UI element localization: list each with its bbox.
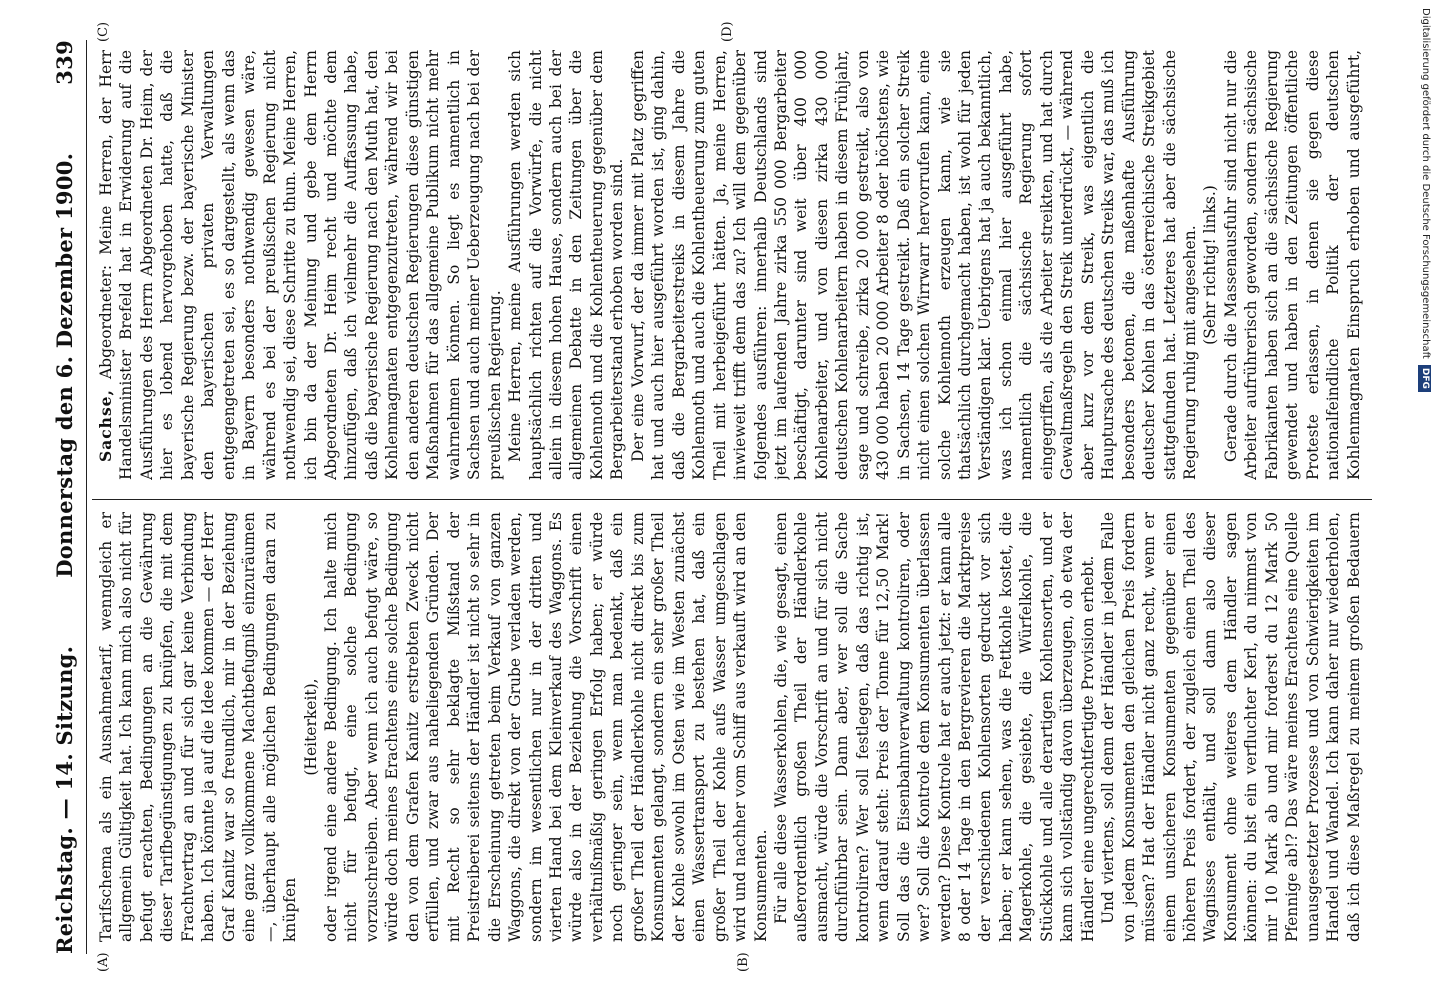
stage-direction: (Heiterkeit), <box>301 678 320 776</box>
dfg-logo: DFG <box>1419 365 1432 392</box>
paragraph: Und viertens, soll denn der Händler in jedem Falle von jedem Konsumenten den gleichen Preis fordern müssen? Hat der Händler nicht ganz recht, wenn er einem unsicheren Konsumenten gegenüber einen höheren Preis fordert, der zugleich einen Theil des Wagnisses enthält, und soll dann also dieser Konsument ohne weiteres dem Händler sagen können: du bist ein verfluchter Kerl, du nimmst von mir 10 Mark ab und mir forderst du 12 Mark 50 Pfennige ab!? Das wäre meines Erachtens eine Quelle unausgesetzter Prozesse und von Schwierigkeiten im Handel und Wandel. Ich kann daher nur wiederholen, daß ich diese Maßregel zu meinem großen Bedauern <box>1099 512 1363 942</box>
margin-marker-b: (B) <box>736 952 751 972</box>
credit-text: Digitalisierung gefördert durch die Deutsche Forschungsgemeinschaft <box>1420 8 1431 359</box>
paragraph: Der eine Vorwurf, der da immer mit Platz gegriffen hat und auch hier ausgeführt worden ist, ging dahin, daß die Bergarbeiterstreiks in diesem Jahre die Kohlennoth und auch die Kohlentheuerung zum guten Theil mit herbeigeführt hätten. Ja, meine Herren, inwieweit trifft denn das zu? Ich will dem gegenüber folgendes ausführen: innerhalb Deutschlands sind jetzt im laufenden Jahre zirka 550 000 Bergarbeiter beschäftigt, darunter sind weit über 400 000 Kohlenarbeiter, und von diesen zirka 430 000 deutschen Kohlenarbeitern haben in diesem Frühjahr, sage und schreibe, zirka 20 000 gestreikt, also von 430 000 haben 20 000 Arbeiter 8 oder höchstens, wie in Sachsen, 14 Tage gestreikt. Daß ein solcher Streik nicht einen solchen Wirrwarr hervorrufen kann, eine solche Kohlennoth erzeugen kann, wie sie thatsächlich durchgemacht haben, ist wohl für jeden Verständigen klar. Uebrigens hat ja auch bekanntlich, was ich schon einmal hier ausgeführt habe, namentlich die sächsische Regierung sofort eingegriffen, als die Arbeiter streikten, und hat durch Gewaltmaßregeln den Streik unterdrückt, — während aber kurz vor dem Streik, was eigentlich die Hauptursache des deutschen Streiks war, das muß ich besonders betonen, die maßenhafte Ausführung deutscher Kohlen in das österreichische Streikgebiet stattgefunden hat. Letzteres hat aber die sächsische Regierung ruhig mit angesehen. <box>628 50 1200 480</box>
speaker-role: Abgeordneter: <box>97 264 115 380</box>
paragraph: oder irgend eine andere Bedingung. Ich halte mich nicht für befugt, eine solche Bedingung vorzuschreiben. Aber wenn ich auch befugt wäre, so würde doch meines Erachtens eine solche Bedingung den von dem Grafen Kanitz erstrebten Zweck nicht erfüllen, und zwar aus naheliegenden Gründen. Der mit Recht so sehr beklagte Mißstand der Preistreiberei seitens der Händler ist nicht so sehr in die Erscheinung getreten beim Verkauf von ganzen Waggons, die direkt von der Grube verladen werden, sondern im wesentlichen nur in der dritten und vierten Hand bei dem Kleinverkauf des Waggons. Es würde also in der Beziehung die Vorschrift einen verhältnißmäßig geringen Erfolg haben; er würde noch geringer sein, wenn man bedenkt, daß ein großer Theil der Händlerkohle nicht direkt bis zum Konsumenten gelangt, sondern ein sehr großer Theil der Kohle sowohl im Osten wie im Westen zunächst einen Wassertransport zu bestehen hat, daß ein großer Theil der Kohle aufs Wasser umgeschlagen wird und nachher vom Schiff aus verkauft wird an den Konsumenten. <box>321 512 770 942</box>
column-divider <box>92 499 1372 500</box>
speech-opening <box>96 50 505 480</box>
header-session: Reichstag. — 14. Sitzung. <box>51 645 77 954</box>
page-number: 339 <box>51 40 77 85</box>
speech-text: Meine Herren, der Herr Handelsminister Brefeld hat in Erwiderung auf die Ausführungen des Herrn Abgeordneten Dr. Heim, der hier es lobend hervorgehoben hatte, daß die bayerische Regierung bezw. der bayerische Minister den bayerischen privaten Verwaltungen entgegengetreten sei, es so dargestellt, als wenn das in Bayern besonders nothwendig gewesen wäre, während es bei der preußischen Regierung nicht nothwendig sei, diese Schritte zu thun. Meine Herren, ich bin da der Meinung und gebe dem Herrn Abgeordneten Dr. Heim recht und möchte dem hinzufügen, daß ich vielmehr die Auffassung habe, daß die bayerische Regierung nach den Muth hat, den Kohlenmagnaten entgegenzutreten, während wir bei den anderen deutschen Regierungen diese günstigen Maßnahmen für das allgemeine Publikum nicht mehr wahrnehmen können. So liegt es namentlich in Sachsen und auch meiner Ueberzeugung nach bei der preußischen Regierung. <box>97 50 504 480</box>
margin-marker-d: (D) <box>720 21 735 42</box>
page-header <box>44 40 84 954</box>
paragraph: Meine Herren, meine Ausführungen werden sich hauptsächlich richten auf die Vorwürfe, die nicht allein in diesem hohen Hause, sondern auch bei der allgemeinen Debatte in den Zeitungen über die Kohlennoth und die Kohlentheuerung gegenüber dem Bergarbeiterstand erhoben worden sind. <box>506 50 627 480</box>
header-date: Donnerstag den 6. Dezember 1900. <box>51 152 77 578</box>
paragraph: Gerade durch die Massenausfuhr sind nicht nur die Arbeiter aufrührerisch geworden, sondern sächsische Fabrikanten haben sich an die sächsische Regierung gewendet und haben in den Zeitungen öffentliche Proteste erlassen, in denen sie gegen diese nationalfeindliche Politik der deutschen Kohlenmagnaten Einspruch erhoben und ausgeführt, <box>1221 50 1363 480</box>
paragraph: Tarifschema als ein Ausnahmetarif, wenngleich er allgemein Gültigkeit hat. Ich kann mich also nicht für befugt erachten, Bedingungen an die Gewährung dieser Tarifbegünstigungen zu knüpfen, die mit dem Frachtvertrag an und für sich gar keine Verbindung haben. Ich könnte ja auf die Idee kommen — der Herr Graf Kanitz war so freundlich, mir in der Beziehung eine ganz vollkommene Machtbefugniß einzuräumen —, überhaupt alle möglichen Bedingungen daran zu knüpfen <box>97 512 300 942</box>
margin-marker-c: (C) <box>96 21 111 42</box>
speaker-name: Sachse, <box>96 389 115 462</box>
left-column <box>96 512 1366 942</box>
right-column <box>96 50 1366 480</box>
digitization-credit <box>1418 8 1432 992</box>
header-rule <box>86 40 87 954</box>
paragraph: Für alle diese Wasserkohlen, die, wie gesagt, einen außerordentlich großen Theil der Händlerkohle ausmacht, würde die Vorschrift an und für sich nicht durchführbar sein. Dann aber, wer soll die Sache kontroliren? Wer soll festlegen, daß das richtig ist, wenn darauf steht: Preis der Tonne für 12,50 Mark! Soll das die Eisenbahnverwaltung kontroliren, oder wer? Soll die Kontrole dem Konsumenten überlassen werden? Diese Kontrole hat er auch jetzt: er kann alle 8 oder 14 Tage in den Bergrevieren die Marktpreise der verschiedenen Kohlensorten gedruckt vor sich haben; er kann sehen, was die Fettkohle kostet, die Magerkohle, die gesiebte, die Würfelkohle, die Stückkohle und alle derartigen Kohlensorten, und er kann sich vollständig davon überzeugen, ob etwa der Händler eine ungerechtfertigte Provision erhebt. <box>771 512 1097 942</box>
stage-direction: (Sehr richtig! links.) <box>1201 185 1220 345</box>
margin-marker-a: (A) <box>96 952 111 972</box>
